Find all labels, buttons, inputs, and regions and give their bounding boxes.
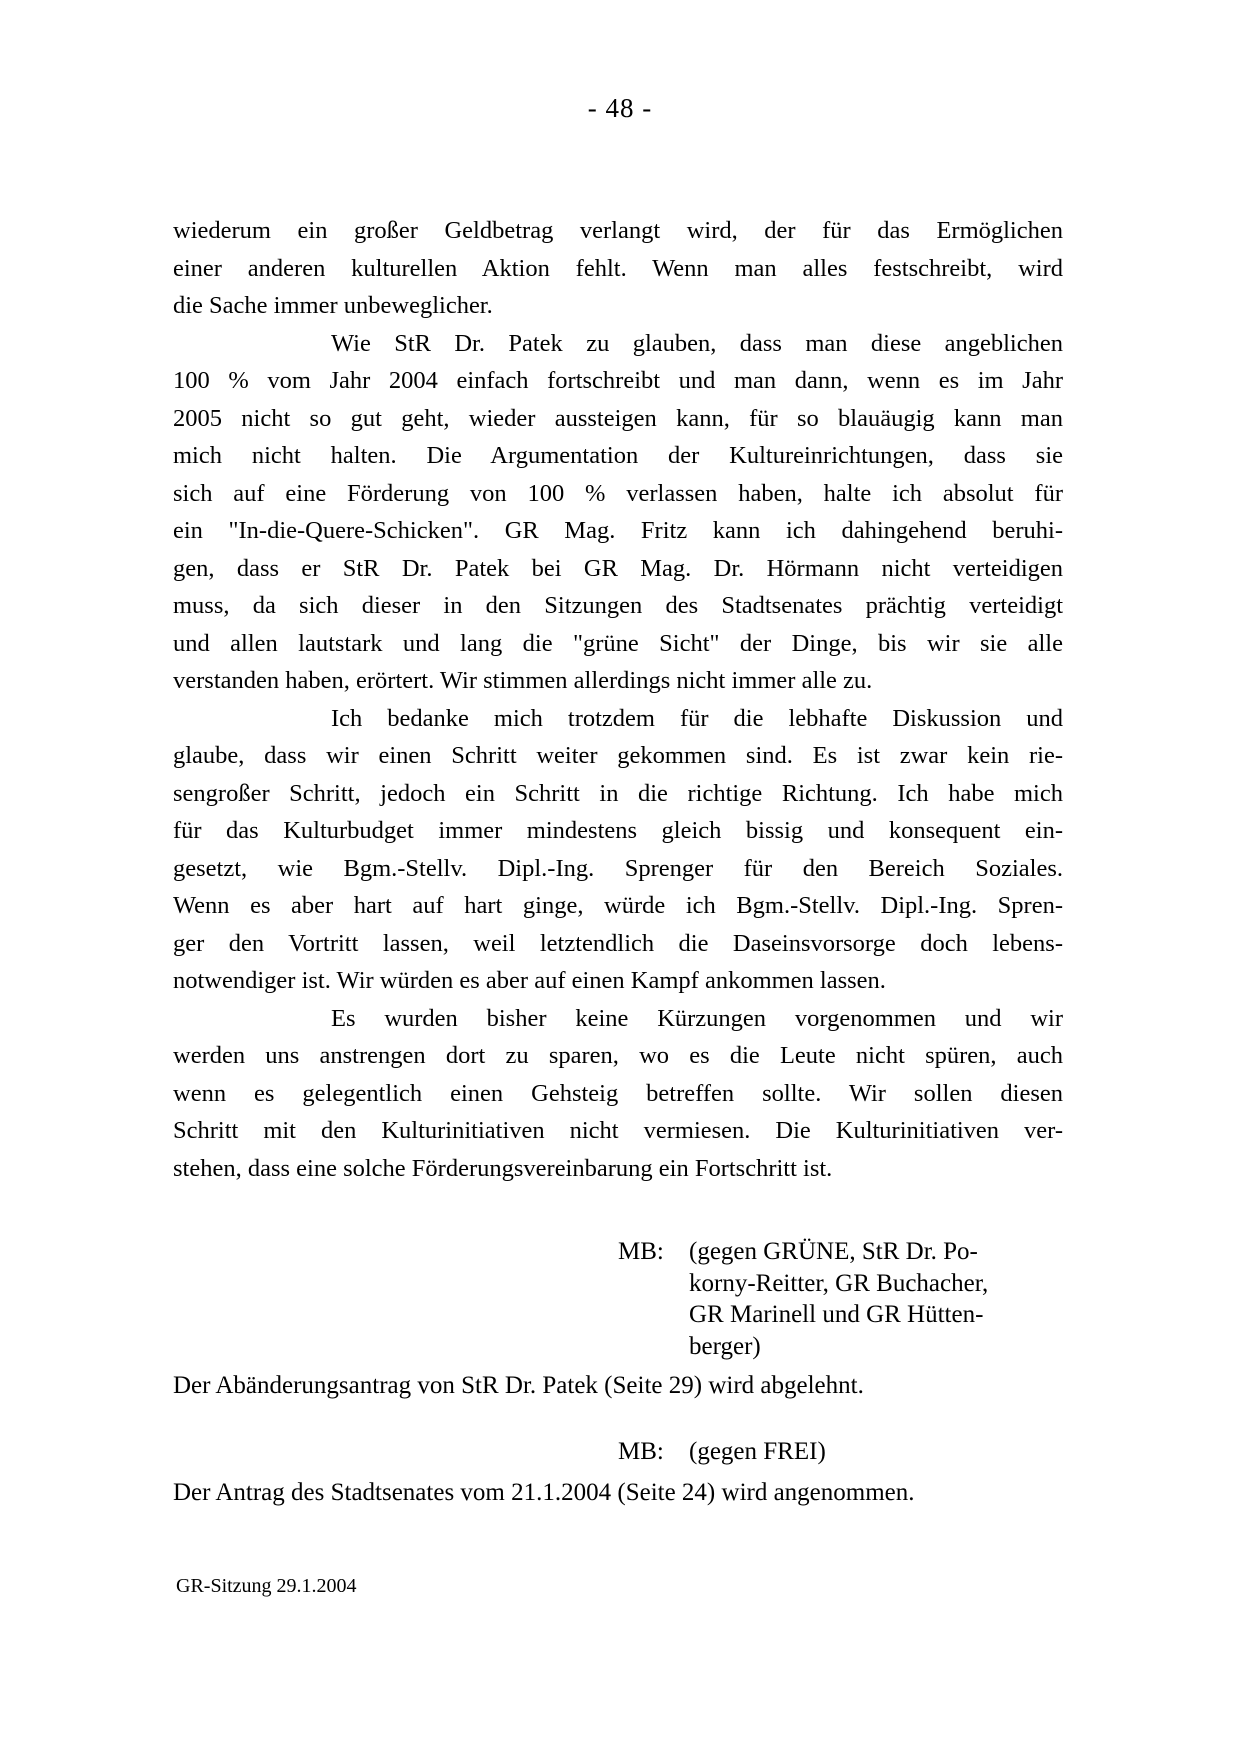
text-line: 2005 nicht so gut geht, wieder aussteigen kann, für so blauäugig kann man [173,404,1063,432]
footer-note: GR-Sitzung 29.1.2004 [176,1575,357,1597]
page-number: - 48 - [587,93,653,123]
paragraph [173,1000,1063,1188]
text-line: gesetzt, wie Bgm.-Stellv. Dipl.-Ing. Sprenger für den Bereich Soziales. [173,854,1063,882]
text-line: wiederum ein großer Geldbetrag verlangt wird, der für das Ermöglichen [173,217,1063,244]
paragraph [173,325,1063,700]
text-line: wenn es gelegentlich einen Gehsteig betreffen sollte. Wir sollen diesen [173,1079,1063,1107]
text-line: sich auf eine Förderung von 100 % verlassen haben, halte ich absolut für [173,479,1063,507]
text-line: werden uns anstrengen dort zu sparen, wo es die Leute nicht spüren, auch [173,1042,1063,1069]
text-line: sengroßer Schritt, jedoch ein Schritt in die richtige Richtung. Ich habe mich [173,779,1063,807]
text-line: einer anderen kulturellen Aktion fehlt. Wenn man alles festschreibt, wird [173,254,1063,282]
text-line: notwendiger ist. Wir würden es aber auf einen Kampf ankommen lassen. [173,967,886,994]
text-line: Schritt mit den Kulturinitiativen nicht vermiesen. Die Kulturinitiativen ver- [173,1117,1063,1144]
vote-text-line: (gegen GRÜNE, StR Dr. Po- [689,1238,978,1265]
text-line: gen, dass er StR Dr. Patek bei GR Mag. Dr. Hörmann nicht verteidigen [173,554,1063,582]
text-line: Ich bedanke mich trotzdem für die lebhafte Diskussion und [331,704,1063,732]
vote-label: MB: [618,1238,664,1265]
text-line: für das Kulturbudget immer mindestens gleich bissig und konsequent ein- [173,817,1063,844]
vote-text-line: korny-Reitter, GR Buchacher, [689,1269,989,1297]
text-line: Wie StR Dr. Patek zu glauben, dass man diese angeblichen [331,329,1063,357]
text-line: muss, da sich dieser in den Sitzungen des Stadtsenates prächtig verteidigt [173,592,1063,619]
vote-text-line: berger) [689,1332,761,1360]
body-text [173,212,1063,1187]
text-line: ger den Vortritt lassen, weil letztendlich die Daseinsvorsorge doch lebens- [173,929,1063,957]
vote-detail [689,1436,1059,1468]
vote-block-1 [618,1236,1059,1362]
vote-block-2 [618,1436,1059,1468]
text-line: verstanden haben, erörtert. Wir stimmen allerdings nicht immer alle zu. [173,667,873,694]
text-line: und allen lautstark und lang die "grüne Sicht" der Dinge, bis wir sie alle [173,629,1063,657]
paragraph [173,700,1063,1000]
text-line: ein "In-die-Quere-Schicken". GR Mag. Fritz kann ich dahingehend beruhi- [173,517,1063,544]
text-line: mich nicht halten. Die Argumentation der Kultureinrichtungen, dass sie [173,442,1063,469]
text-line: glaube, dass wir einen Schritt weiter gekommen sind. Es ist zwar kein rie- [173,742,1063,769]
text-line: die Sache immer unbeweglicher. [173,292,493,319]
vote-result-1: Der Abänderungsantrag von StR Dr. Patek (Seite 29) wird abgelehnt. [173,1372,864,1399]
vote-text-line: (gegen FREI) [689,1438,826,1465]
vote-result-2: Der Antrag des Stadtsenates vom 21.1.2004 (Seite 24) wird angenommen. [173,1479,915,1506]
text-line: 100 % vom Jahr 2004 einfach fortschreibt und man dann, wenn es im Jahr [173,367,1063,394]
text-line: Es wurden bisher keine Kürzungen vorgenommen und wir [331,1004,1063,1032]
paragraph [173,212,1063,325]
text-line: stehen, dass eine solche Förderungsvereinbarung ein Fortschritt ist. [173,1154,833,1182]
text-line: Wenn es aber hart auf hart ginge, würde ich Bgm.-Stellv. Dipl.-Ing. Spren- [173,892,1063,919]
vote-detail [689,1236,1059,1362]
vote-text-line: GR Marinell und GR Hütten- [689,1301,984,1328]
vote-label: MB: [618,1438,664,1465]
